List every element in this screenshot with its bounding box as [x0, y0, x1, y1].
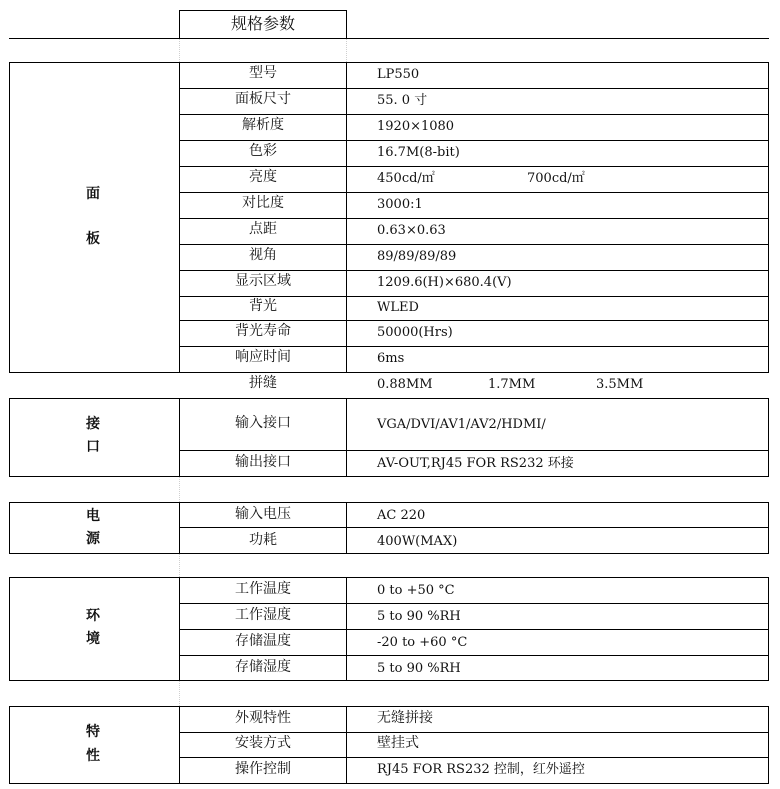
spec-value: 5 to 90 %RH [377, 661, 461, 676]
spec-label: 工作湿度 [235, 607, 291, 623]
splice-value: 0.88MM [377, 377, 433, 392]
category-label: 面 [86, 186, 100, 202]
spec-label: 输入接口 [235, 415, 291, 431]
spec-value: 无缝拼接 [377, 710, 433, 726]
spec-value: 5 to 90 %RH [377, 609, 461, 624]
spec-value: 450cd/㎡ [377, 171, 435, 186]
spec-value: 6ms [377, 351, 405, 366]
guide-line [179, 476, 180, 502]
category-label: 口 [86, 439, 100, 455]
category-label: 性 [86, 748, 100, 764]
spec-label: 操作控制 [235, 761, 291, 777]
guide-line [179, 553, 180, 577]
spec-label: 存储温度 [235, 633, 291, 649]
spec-label: 点距 [249, 221, 277, 237]
spec-value: 16.7M(8-bit) [377, 145, 460, 160]
spec-label: 背光寿命 [235, 323, 291, 339]
spec-label: 显示区域 [235, 273, 291, 289]
category-label: 源 [86, 531, 100, 547]
spec-value: 0.63×0.63 [377, 223, 446, 238]
spec-label: 响应时间 [235, 349, 291, 365]
guide-line [179, 680, 180, 706]
category-label: 板 [86, 231, 100, 247]
spec-value: 壁挂式 [377, 735, 419, 751]
splice-value: 1.7MM [488, 377, 536, 392]
spec-label: 功耗 [249, 532, 277, 548]
spec-label: 安装方式 [235, 735, 291, 751]
category-label: 境 [86, 631, 100, 647]
spec-value: RJ45 FOR RS232 控制，红外遥控 [377, 762, 585, 777]
spec-value: VGA/DVI/AV1/AV2/HDMI/ [377, 417, 546, 432]
spec-label: 输入电压 [235, 506, 291, 522]
page-title: 规格参数 [230, 14, 295, 33]
spec-label: 输出接口 [235, 454, 291, 470]
spec-label: 存储湿度 [235, 659, 291, 675]
spec-value: 0 to +50 °C [377, 583, 455, 598]
spec-value: 89/89/89/89 [377, 249, 457, 264]
category-label: 接 [86, 416, 100, 432]
spec-label: 色彩 [249, 143, 277, 159]
spec-label: 视角 [249, 247, 277, 263]
spec-label: 背光 [249, 298, 277, 314]
spec-value: LP550 [377, 67, 420, 82]
spec-label: 对比度 [242, 195, 284, 211]
spec-label: 外观特性 [235, 710, 291, 726]
category-label: 特 [86, 724, 100, 740]
spec-label: 面板尺寸 [235, 91, 291, 107]
spec-value: 1209.6(H)×680.4(V) [377, 275, 512, 290]
spec-value: 1920×1080 [377, 119, 455, 134]
spec-value: 50000(Hrs) [377, 325, 453, 340]
spec-value: AC 220 [377, 508, 426, 523]
spec-value: 400W(MAX) [377, 534, 458, 549]
guide-line [346, 38, 347, 62]
guide-line [179, 38, 180, 62]
spec-value: AV-OUT,RJ45 FOR RS232 环接 [377, 456, 574, 471]
spec-label: 型号 [249, 65, 277, 81]
spec-label: 亮度 [249, 169, 277, 185]
spec-value: 3000:1 [377, 197, 423, 212]
category-label: 电 [86, 508, 100, 524]
spec-value: 55. 0 寸 [377, 93, 428, 108]
spec-value: -20 to +60 °C [377, 635, 468, 650]
spec-label: 工作温度 [235, 581, 291, 597]
spec-value: WLED [377, 300, 419, 315]
spec-label: 解析度 [242, 117, 284, 133]
spec-label: 拼缝 [249, 375, 277, 391]
spec-value-alt: 700cd/㎡ [527, 171, 585, 186]
category-label: 环 [86, 608, 100, 624]
splice-value: 3.5MM [596, 377, 644, 392]
